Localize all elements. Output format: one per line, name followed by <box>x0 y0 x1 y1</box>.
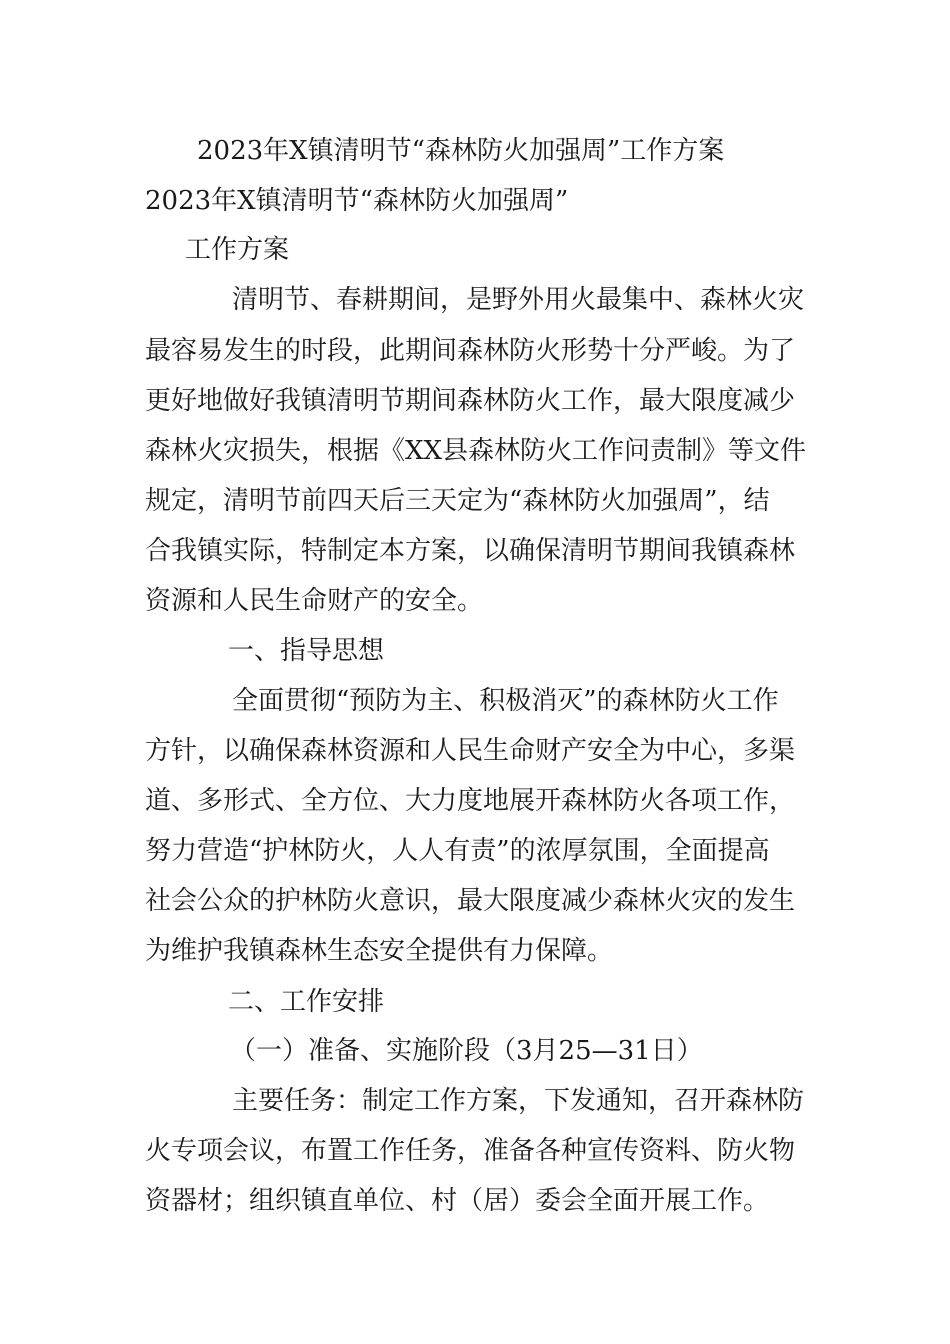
guiding-ideology-line: 全面贯彻“预防为主、积极消灭”的森林防火工作 <box>232 686 779 716</box>
subsection-heading-preparation-phase: （一）准备、实施阶段（3月25—31日） <box>230 1036 703 1066</box>
document-subtitle-line-1: 2023年X镇清明节“森林防火加强周” <box>145 186 569 216</box>
intro-paragraph-line: 资源和人民生命财产的安全。 <box>145 586 484 616</box>
guiding-ideology-line: 社会公众的护林防火意识，最大限度减少森林火灾的发生 <box>145 886 796 916</box>
guiding-ideology-line: 方针，以确保森林资源和人民生命财产安全为中心，多渠 <box>145 736 796 766</box>
preparation-phase-line: 资器材；组织镇直单位、村（居）委会全面开展工作。 <box>145 1186 770 1216</box>
intro-paragraph-line: 合我镇实际，特制定本方案，以确保清明节期间我镇森林 <box>145 536 796 566</box>
document-title: 2023年X镇清明节“森林防火加强周”工作方案 <box>197 136 725 166</box>
intro-paragraph-line: 清明节、春耕期间，是野外用火最集中、森林火灾 <box>232 285 805 315</box>
section-heading-guiding-ideology: 一、指导思想 <box>228 636 385 666</box>
guiding-ideology-line: 为维护我镇森林生态安全提供有力保障。 <box>145 936 614 966</box>
section-heading-work-arrangement: 二、工作安排 <box>228 987 385 1017</box>
guiding-ideology-line: 道、多形式、全方位、大力度地展开森林防火各项工作， <box>145 786 796 816</box>
preparation-phase-line: 主要任务：制定工作方案，下发通知，召开森林防 <box>232 1086 805 1116</box>
intro-paragraph-line: 规定，清明节前四天后三天定为“森林防火加强周”，结 <box>145 486 770 516</box>
preparation-phase-line: 火专项会议，布置工作任务，准备各种宣传资料、防火物 <box>145 1136 796 1166</box>
guiding-ideology-line: 努力营造“护林防火，人人有责”的浓厚氛围，全面提高 <box>145 836 770 866</box>
document-subtitle-line-2: 工作方案 <box>185 235 290 265</box>
intro-paragraph-line: 最容易发生的时段，此期间森林防火形势十分严峻。为了 <box>145 336 796 366</box>
intro-paragraph-line: 森林火灾损失，根据《XX县森林防火工作问责制》等文件 <box>145 436 807 466</box>
intro-paragraph-line: 更好地做好我镇清明节期间森林防火工作，最大限度减少 <box>145 386 796 416</box>
